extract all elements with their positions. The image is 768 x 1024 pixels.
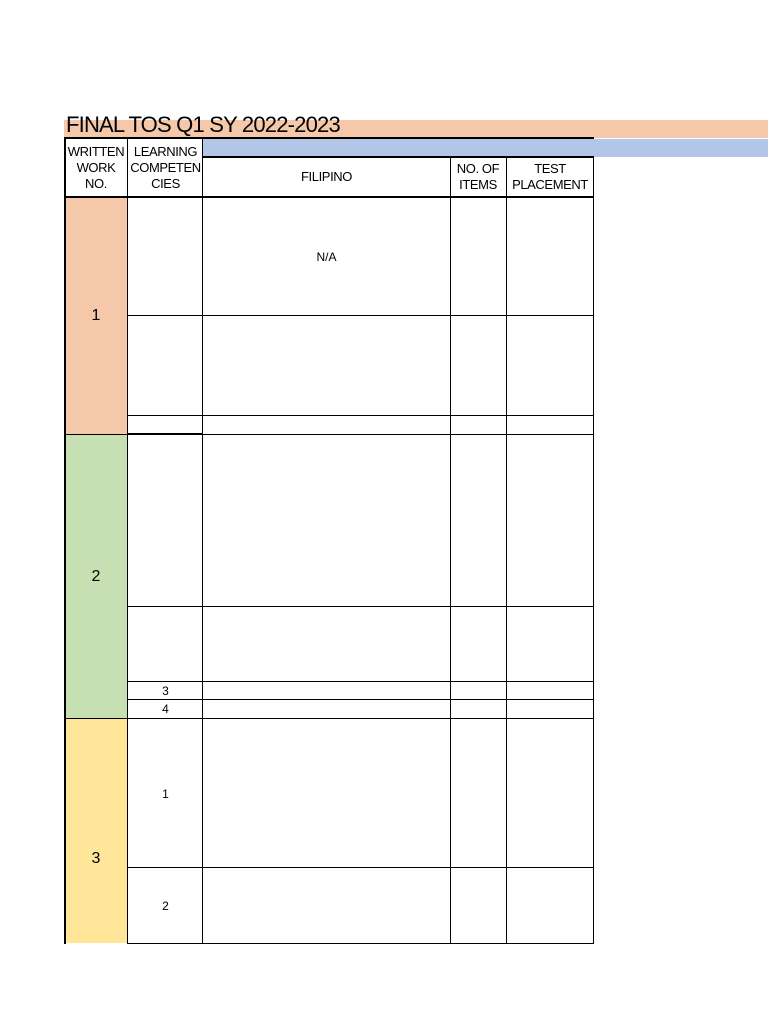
grid-line [128, 943, 594, 944]
grid-line [127, 137, 128, 944]
grid-line [128, 415, 594, 416]
grid-line [64, 137, 594, 139]
header-test-placement: TEST PLACEMENT [512, 161, 588, 192]
grid-line [128, 433, 203, 434]
grid-line [450, 156, 451, 944]
grid-line [506, 156, 507, 944]
written-work-number-2: 2 [91, 567, 101, 585]
competency-cell-3-2: 2 [162, 899, 169, 913]
header-learning-competencies: LEARNING COMPETEN CIES [130, 144, 201, 191]
grid-line [64, 137, 66, 944]
grid-line [128, 315, 594, 316]
grid-line [128, 867, 594, 868]
header-filipino: FILIPINO [301, 169, 352, 184]
grid-line [128, 606, 594, 607]
subject-header-band [203, 139, 768, 157]
grid-line [203, 156, 594, 158]
competency-cell-3-1: 1 [162, 786, 169, 801]
grid-line [64, 196, 594, 198]
written-work-number-3: 3 [91, 850, 101, 867]
grid-line [202, 137, 203, 944]
header-written-work-no: WRITTEN WORK NO. [67, 144, 125, 191]
grid-line [64, 718, 594, 719]
written-work-number-1: 1 [91, 307, 101, 324]
page-title: FINAL TOS Q1 SY 2022-2023 [66, 112, 340, 137]
filipino-cell-1-1: N/A [316, 250, 337, 264]
header-no-of-items: NO. OF ITEMS [456, 161, 500, 192]
competency-cell-2-3: 3 [162, 684, 169, 698]
grid-line [64, 434, 594, 435]
grid-line [593, 156, 594, 944]
grid-line [128, 699, 594, 700]
competency-cell-2-4: 4 [162, 702, 169, 716]
grid-line [128, 681, 594, 682]
